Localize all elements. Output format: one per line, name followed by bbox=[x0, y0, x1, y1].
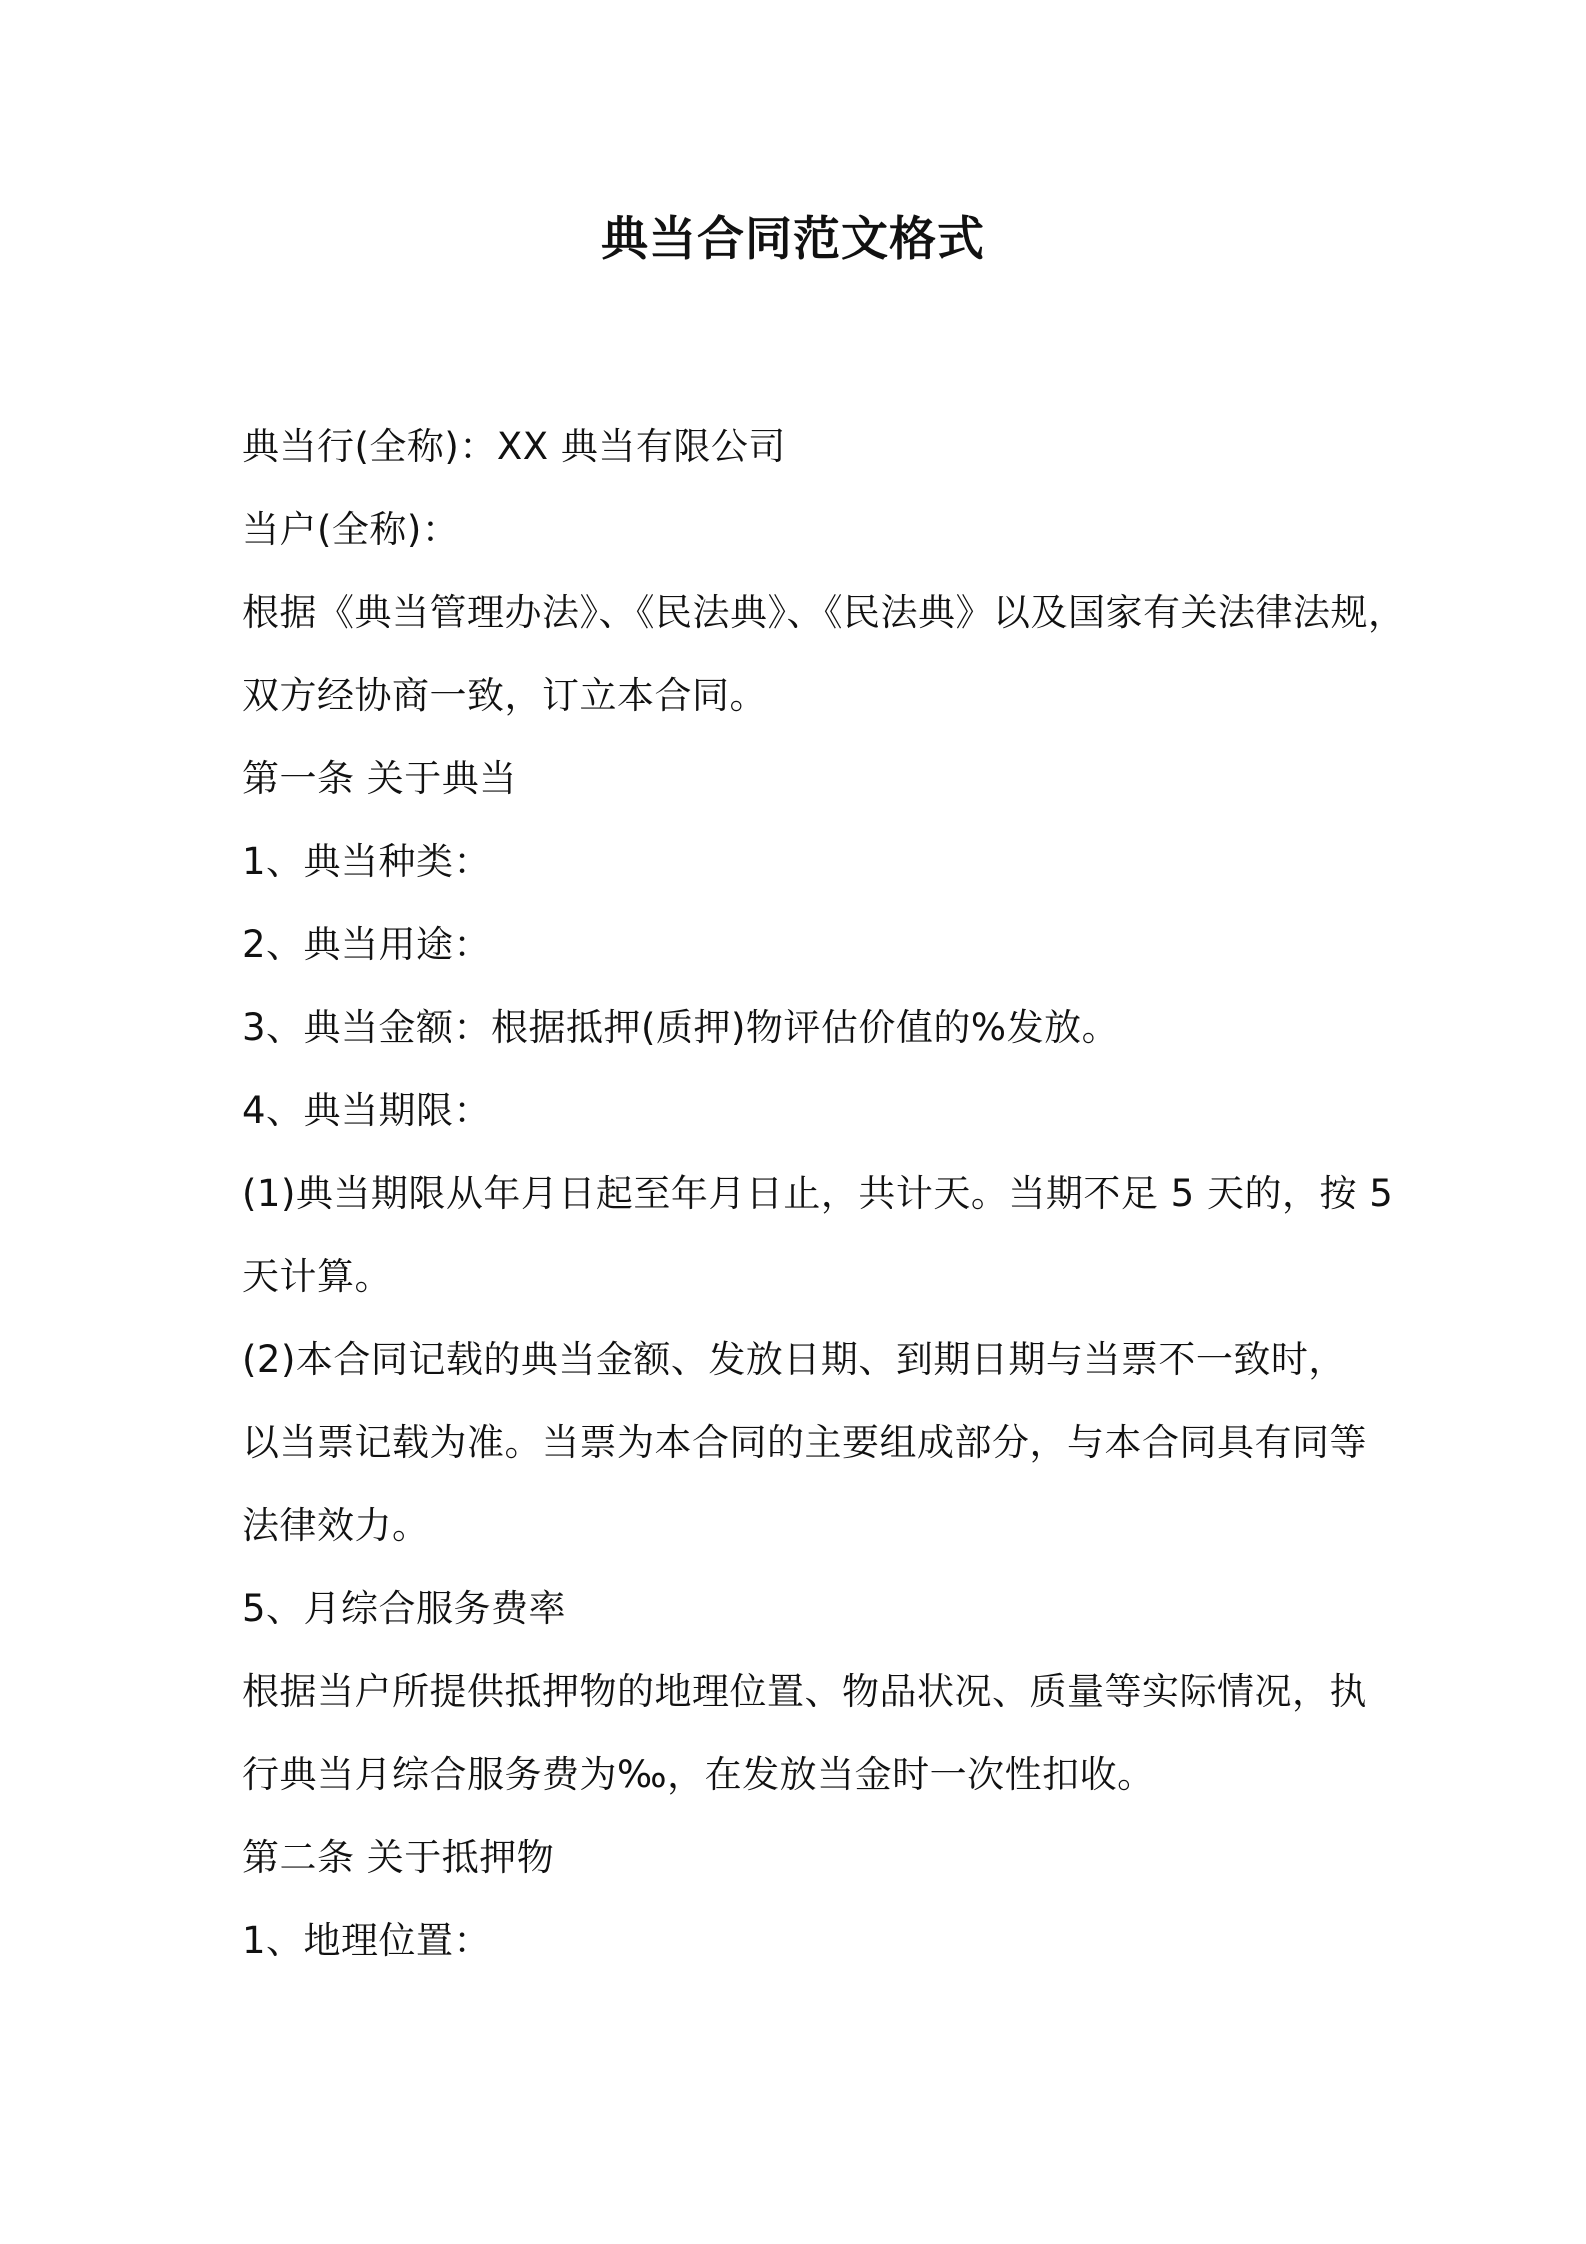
term-item-2-line-3: 法律效力。 bbox=[242, 1504, 430, 1547]
preamble-line-1: 根据《典当管理办法》、《民法典》、《民法典》以及国家有关法律法规， bbox=[242, 591, 1406, 634]
term-item-1-line-1: (1)典当期限从年月日起至年月日止，共计天。当期不足 5 天的，按 5 bbox=[242, 1172, 1394, 1215]
term-item-1-line-2: 天计算。 bbox=[242, 1255, 392, 1298]
service-fee-line-1: 根据当户所提供抵押物的地理位置、物品状况、质量等实际情况，执 bbox=[242, 1670, 1367, 1713]
clause-location: 1、地理位置： bbox=[242, 1919, 492, 1962]
clause-pawn-purpose: 2、典当用途： bbox=[242, 923, 492, 966]
pawner-name-line: 当户(全称)： bbox=[242, 508, 460, 551]
clause-pawn-type: 1、典当种类： bbox=[242, 840, 492, 883]
term-item-2-line-2: 以当票记载为准。当票为本合同的主要组成部分，与本合同具有同等 bbox=[242, 1421, 1367, 1464]
clause-service-fee-rate: 5、月综合服务费率 bbox=[242, 1587, 567, 1630]
document-title: 典当合同范文格式 bbox=[601, 212, 985, 267]
service-fee-line-2: 行典当月综合服务费为‰，在发放当金时一次性扣收。 bbox=[242, 1753, 1155, 1796]
clause-pawn-term: 4、典当期限： bbox=[242, 1089, 492, 1132]
article-1-heading: 第一条 关于典当 bbox=[242, 757, 517, 800]
preamble-line-2: 双方经协商一致，订立本合同。 bbox=[242, 674, 767, 717]
clause-pawn-amount: 3、典当金额：根据抵押(质押)物评估价值的%发放。 bbox=[242, 1006, 1120, 1049]
term-item-2-line-1: (2)本合同记载的典当金额、发放日期、到期日期与当票不一致时， bbox=[242, 1338, 1346, 1381]
article-2-heading: 第二条 关于抵押物 bbox=[242, 1836, 555, 1879]
document-body bbox=[242, 405, 1406, 1982]
pawnshop-name-line: 典当行(全称)：XX 典当有限公司 bbox=[242, 425, 786, 468]
